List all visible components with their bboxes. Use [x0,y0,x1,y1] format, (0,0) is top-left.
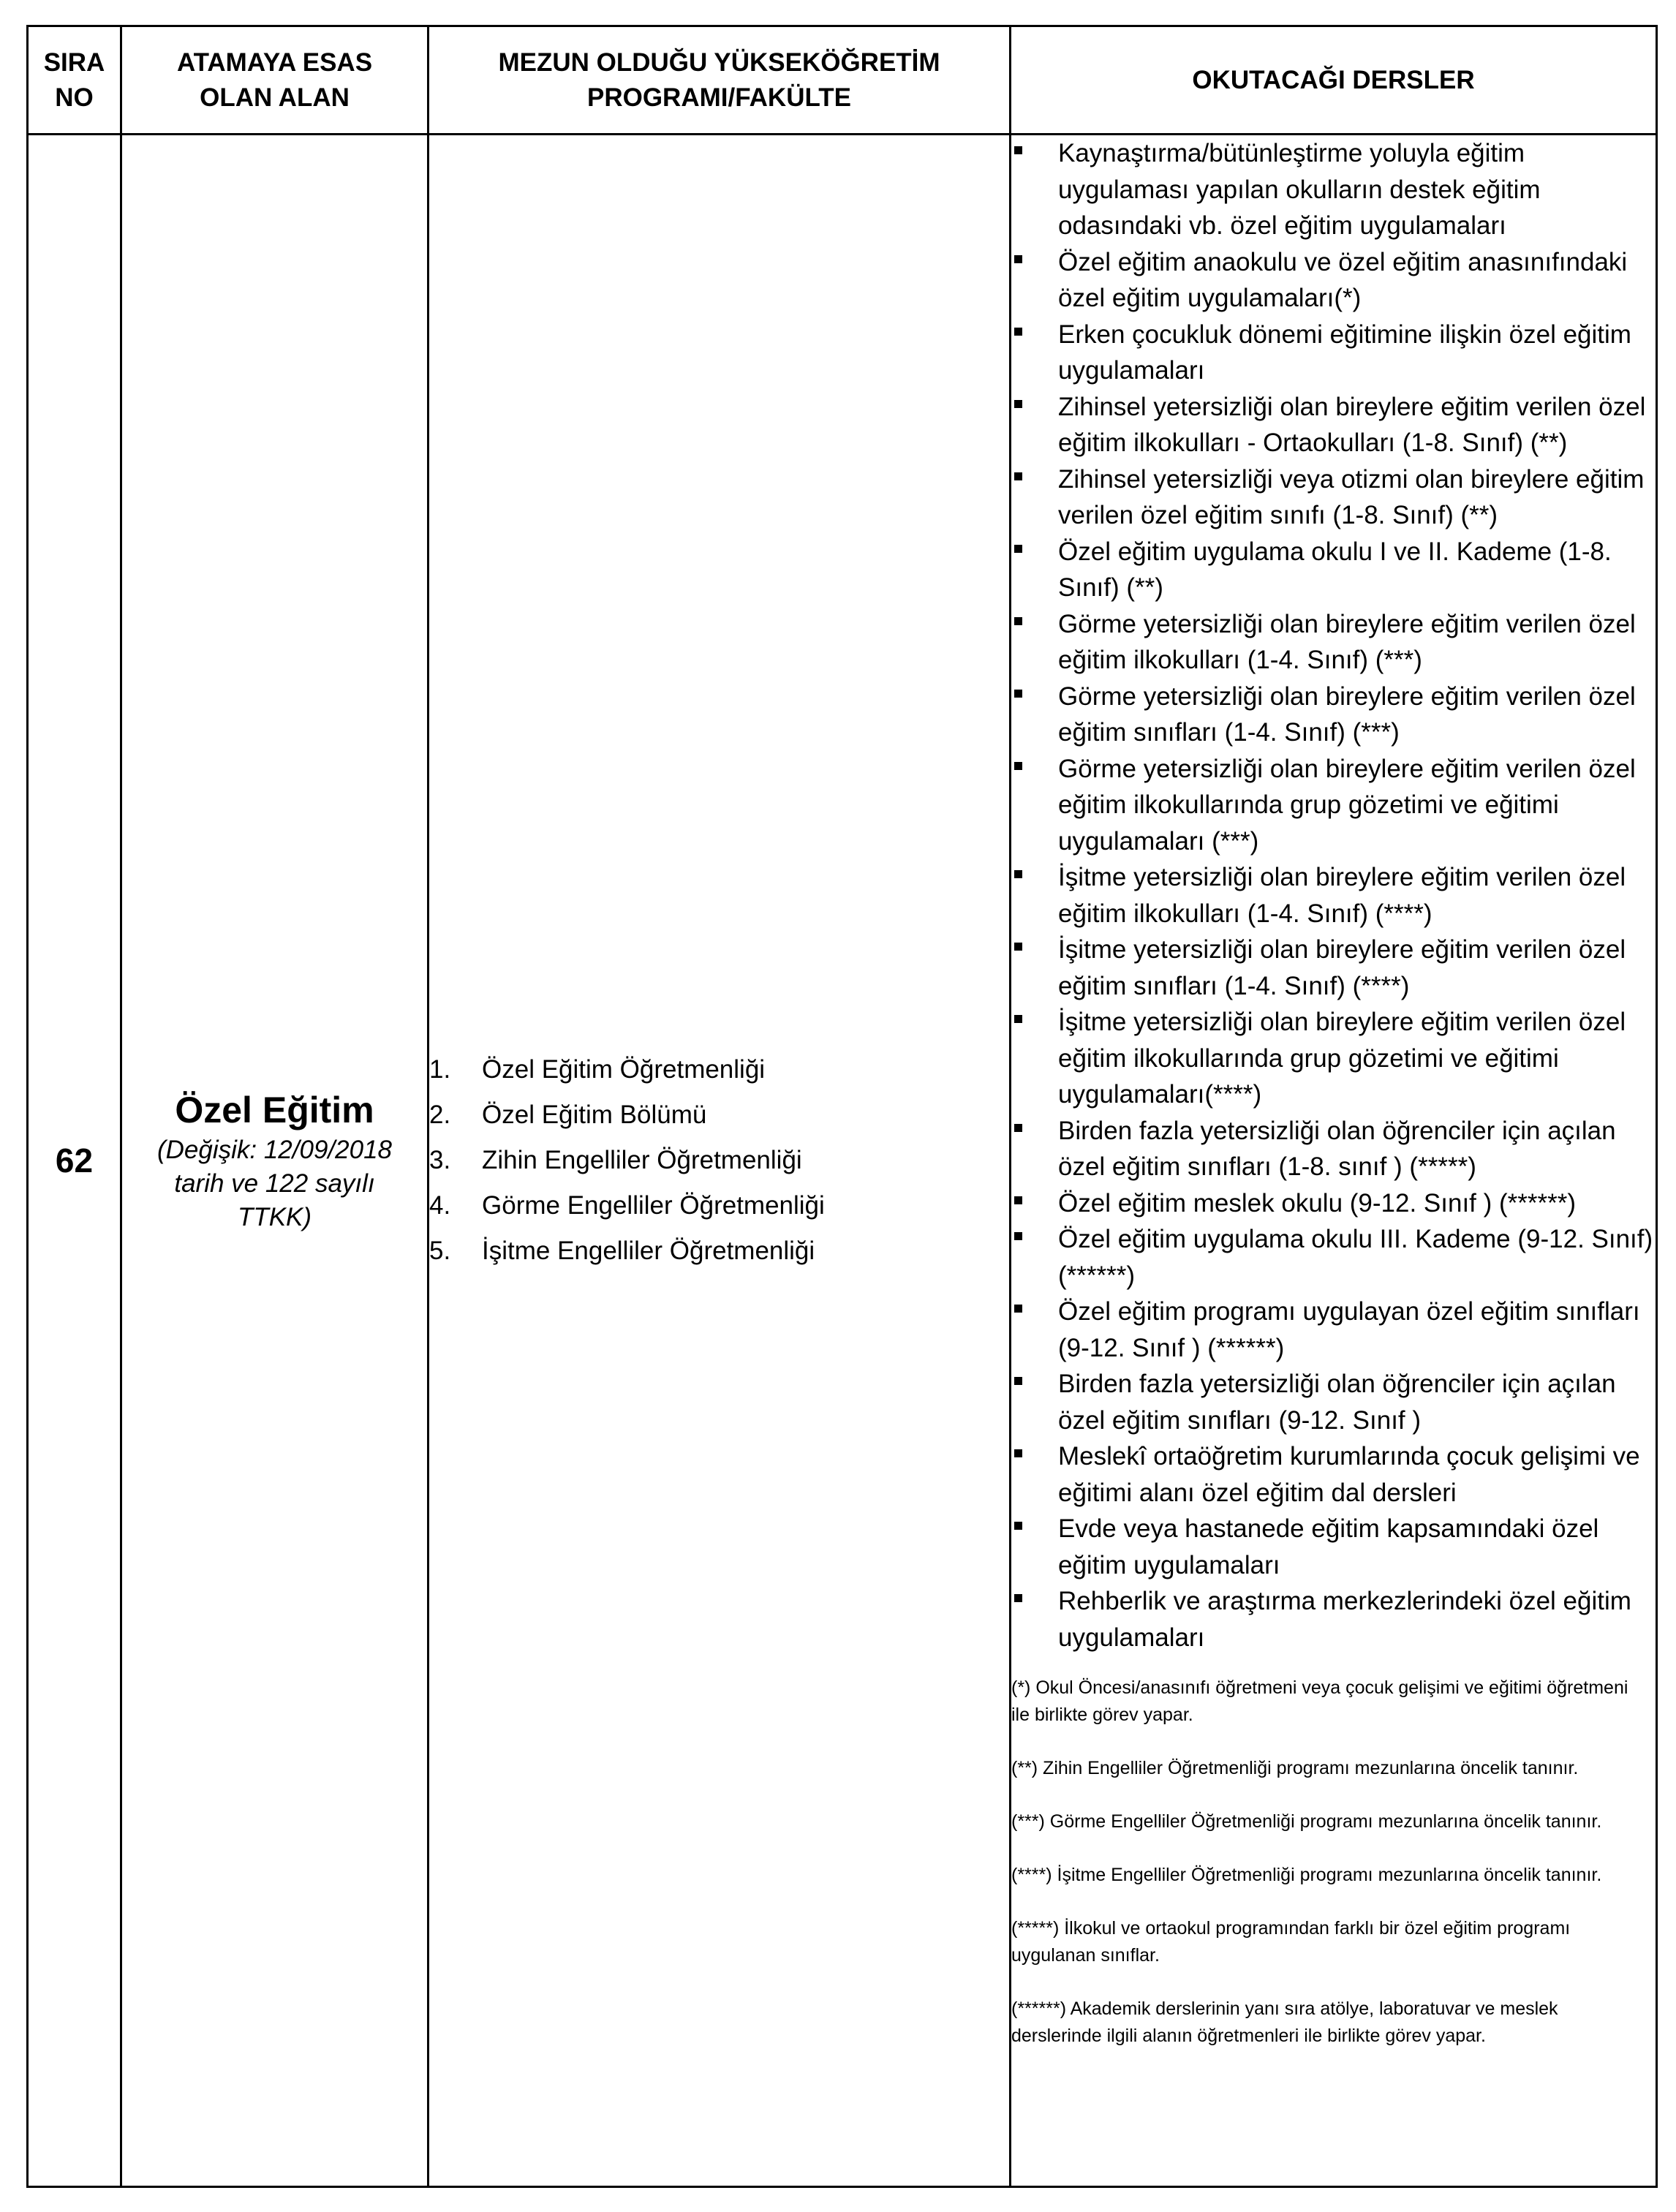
ders-text: Özel eğitim uygulama okulu III. Kademe (9-12. Sınıf) (******) [1058,1225,1653,1290]
square-bullet-icon [1014,1232,1022,1240]
ders-list-item [1011,317,1656,389]
program-label: Özel Eğitim Öğretmenliği [482,1055,766,1084]
program-number: 2. [429,1101,451,1129]
square-bullet-icon [1014,146,1022,154]
footnote: (*****) İlkokul ve ortaokul programından farklı bir özel eğitim programı uygulanan sınıflar. [1011,1918,1571,1966]
ders-list-item [1011,1438,1656,1511]
ders-list-item [1011,932,1656,1004]
square-bullet-icon [1014,400,1022,408]
ders-list-item [1011,859,1656,932]
alan-change-note: (Değişik: 12/09/2018 tarih ve 122 sayılı TTKK) [156,1136,393,1231]
ders-text: Görme yetersizliği olan bireylere eğitim verilen özel eğitim ilkokulları (1-4. Sınıf) (***) [1058,609,1636,674]
ders-list-item [1011,1294,1656,1366]
ders-list-item [1011,1185,1656,1222]
ders-text: Görme yetersizliği olan bireylere eğitim verilen özel eğitim ilkokullarında grup gözetimi ve eğitimi uygulamaları (***) [1058,754,1636,856]
ders-list-item [1011,1366,1656,1438]
header-yuksekogretim-programi: MEZUN OLDUĞU YÜKSEKÖĞRETİM PROGRAMI/FAKÜLTE [429,26,1011,135]
square-bullet-icon [1014,1015,1022,1023]
program-number: 3. [429,1146,451,1174]
square-bullet-icon [1014,472,1022,480]
table-row [28,135,1657,2187]
program-label: Özel Eğitim Bölümü [482,1101,707,1129]
ders-list-item [1011,534,1656,606]
square-bullet-icon [1014,870,1022,878]
ders-text: İşitme yetersizliği olan bireylere eğitim verilen özel eğitim ilkokulları (1-4. Sınıf) (****) [1058,863,1626,928]
ders-list-item [1011,389,1656,461]
alan-cell [121,135,429,2187]
header-atamaya-esas-alan: ATAMAYA ESAS OLAN ALAN [121,26,429,135]
ders-list-item [1011,751,1656,860]
ders-list-item [1011,1221,1656,1294]
square-bullet-icon [1014,255,1022,263]
ders-text: Özel eğitim anaokulu ve özel eğitim anasınıfındaki özel eğitim uygulamaları(*) [1058,247,1628,312]
program-number: 4. [429,1191,451,1220]
dersler-list [1011,135,1656,1656]
program-list-item [429,1183,1009,1228]
ders-list-item [1011,135,1656,244]
footnotes [1011,1675,1656,2050]
program-number: 1. [429,1055,451,1084]
header-okutacagi-dersler: OKUTACAĞI DERSLER [1011,26,1657,135]
program-number: 5. [429,1237,451,1265]
sira-no-cell: 62 [28,135,121,2187]
square-bullet-icon [1014,617,1022,625]
header-sira-no: SIRA NO [28,26,121,135]
ders-list-item [1011,1113,1656,1185]
header-row [28,26,1657,135]
ders-text: Özel eğitim programı uygulayan özel eğitim sınıfları (9-12. Sınıf ) (******) [1058,1297,1640,1362]
program-list [429,1047,1009,1274]
program-list-item [429,1092,1009,1138]
square-bullet-icon [1014,545,1022,553]
program-label: Zihin Engelliler Öğretmenliği [482,1146,802,1174]
program-label: Görme Engelliler Öğretmenliği [482,1191,825,1220]
ders-text: Evde veya hastanede eğitim kapsamındaki özel eğitim uygulamaları [1058,1514,1599,1579]
ders-list-item [1011,244,1656,317]
square-bullet-icon [1014,1377,1022,1385]
assignment-table [26,25,1658,2188]
program-list-item [429,1047,1009,1092]
footnote: (****) İşitme Engelliler Öğretmenliği programı mezunlarına öncelik tanınır. [1011,1865,1602,1885]
ders-text: Birden fazla yetersizliği olan öğrenciler için açılan özel eğitim sınıfları (9-12. Sınıf ) [1058,1370,1616,1435]
ders-list-item [1011,461,1656,534]
program-list-item [429,1228,1009,1274]
square-bullet-icon [1014,1124,1022,1132]
footnote: (******) Akademik derslerinin yanı sıra atölye, laboratuvar ve meslek derslerinde ilgili alanın öğretmenleri ile birlikte görev yapar. [1011,1998,1558,2046]
alan-title: Özel Eğitim [175,1090,374,1130]
ders-list-item [1011,679,1656,751]
ders-text: Zihinsel yetersizliği veya otizmi olan bireylere eğitim verilen özel eğitim sınıfı (1-8. Sınıf) (**) [1058,464,1645,529]
ders-text: Kaynaştırma/bütünleştirme yoluyla eğitim uygulaması yapılan okulların destek eğitim odasındaki vb. özel eğitim uygulamaları [1058,139,1541,240]
program-cell [429,135,1011,2187]
ders-text: Özel eğitim meslek okulu (9-12. Sınıf ) (******) [1058,1188,1577,1218]
ders-list-item [1011,606,1656,679]
footnote: (**) Zihin Engelliler Öğretmenliği programı mezunlarına öncelik tanınır. [1011,1758,1579,1778]
square-bullet-icon [1014,1305,1022,1313]
square-bullet-icon [1014,762,1022,770]
program-list-item [429,1138,1009,1183]
ders-text: Zihinsel yetersizliği olan bireylere eğitim verilen özel eğitim ilkokulları - Ortaokulları (1-8. Sınıf) (**) [1058,392,1646,457]
ders-text: İşitme yetersizliği olan bireylere eğitim verilen özel eğitim ilkokullarında grup gözetimi ve eğitimi uygulamaları(****) [1058,1008,1626,1109]
square-bullet-icon [1014,1196,1022,1204]
square-bullet-icon [1014,1449,1022,1457]
ders-list-item [1011,1004,1656,1113]
ders-text: Özel eğitim uygulama okulu I ve II. Kademe (1-8. Sınıf) (**) [1058,537,1612,602]
ders-text: Erken çocukluk dönemi eğitimine ilişkin özel eğitim uygulamaları [1058,320,1631,385]
ders-text: Rehberlik ve araştırma merkezlerindeki özel eğitim uygulamaları [1058,1587,1631,1652]
ders-text: Birden fazla yetersizliği olan öğrenciler için açılan özel eğitim sınıfları (1-8. sınıf ) (*****) [1058,1116,1616,1181]
ders-text: İşitme yetersizliği olan bireylere eğitim verilen özel eğitim sınıfları (1-4. Sınıf) (****) [1058,935,1626,1000]
dersler-cell [1011,135,1657,2187]
square-bullet-icon [1014,1594,1022,1602]
footnote: (*) Okul Öncesi/anasınıfı öğretmeni veya çocuk gelişimi ve eğitimi öğretmeni ile birlikte görev yapar. [1011,1677,1628,1725]
ders-list-item [1011,1583,1656,1656]
square-bullet-icon [1014,690,1022,698]
square-bullet-icon [1014,328,1022,336]
ders-text: Görme yetersizliği olan bireylere eğitim verilen özel eğitim sınıfları (1-4. Sınıf) (***) [1058,682,1636,747]
footnote: (***) Görme Engelliler Öğretmenliği programı mezunlarına öncelik tanınır. [1011,1811,1602,1832]
square-bullet-icon [1014,943,1022,951]
square-bullet-icon [1014,1522,1022,1530]
ders-text: Meslekî ortaöğretim kurumlarında çocuk gelişimi ve eğitimi alanı özel eğitim dal dersleri [1058,1442,1640,1507]
program-label: İşitme Engelliler Öğretmenliği [482,1237,815,1265]
ders-list-item [1011,1511,1656,1583]
